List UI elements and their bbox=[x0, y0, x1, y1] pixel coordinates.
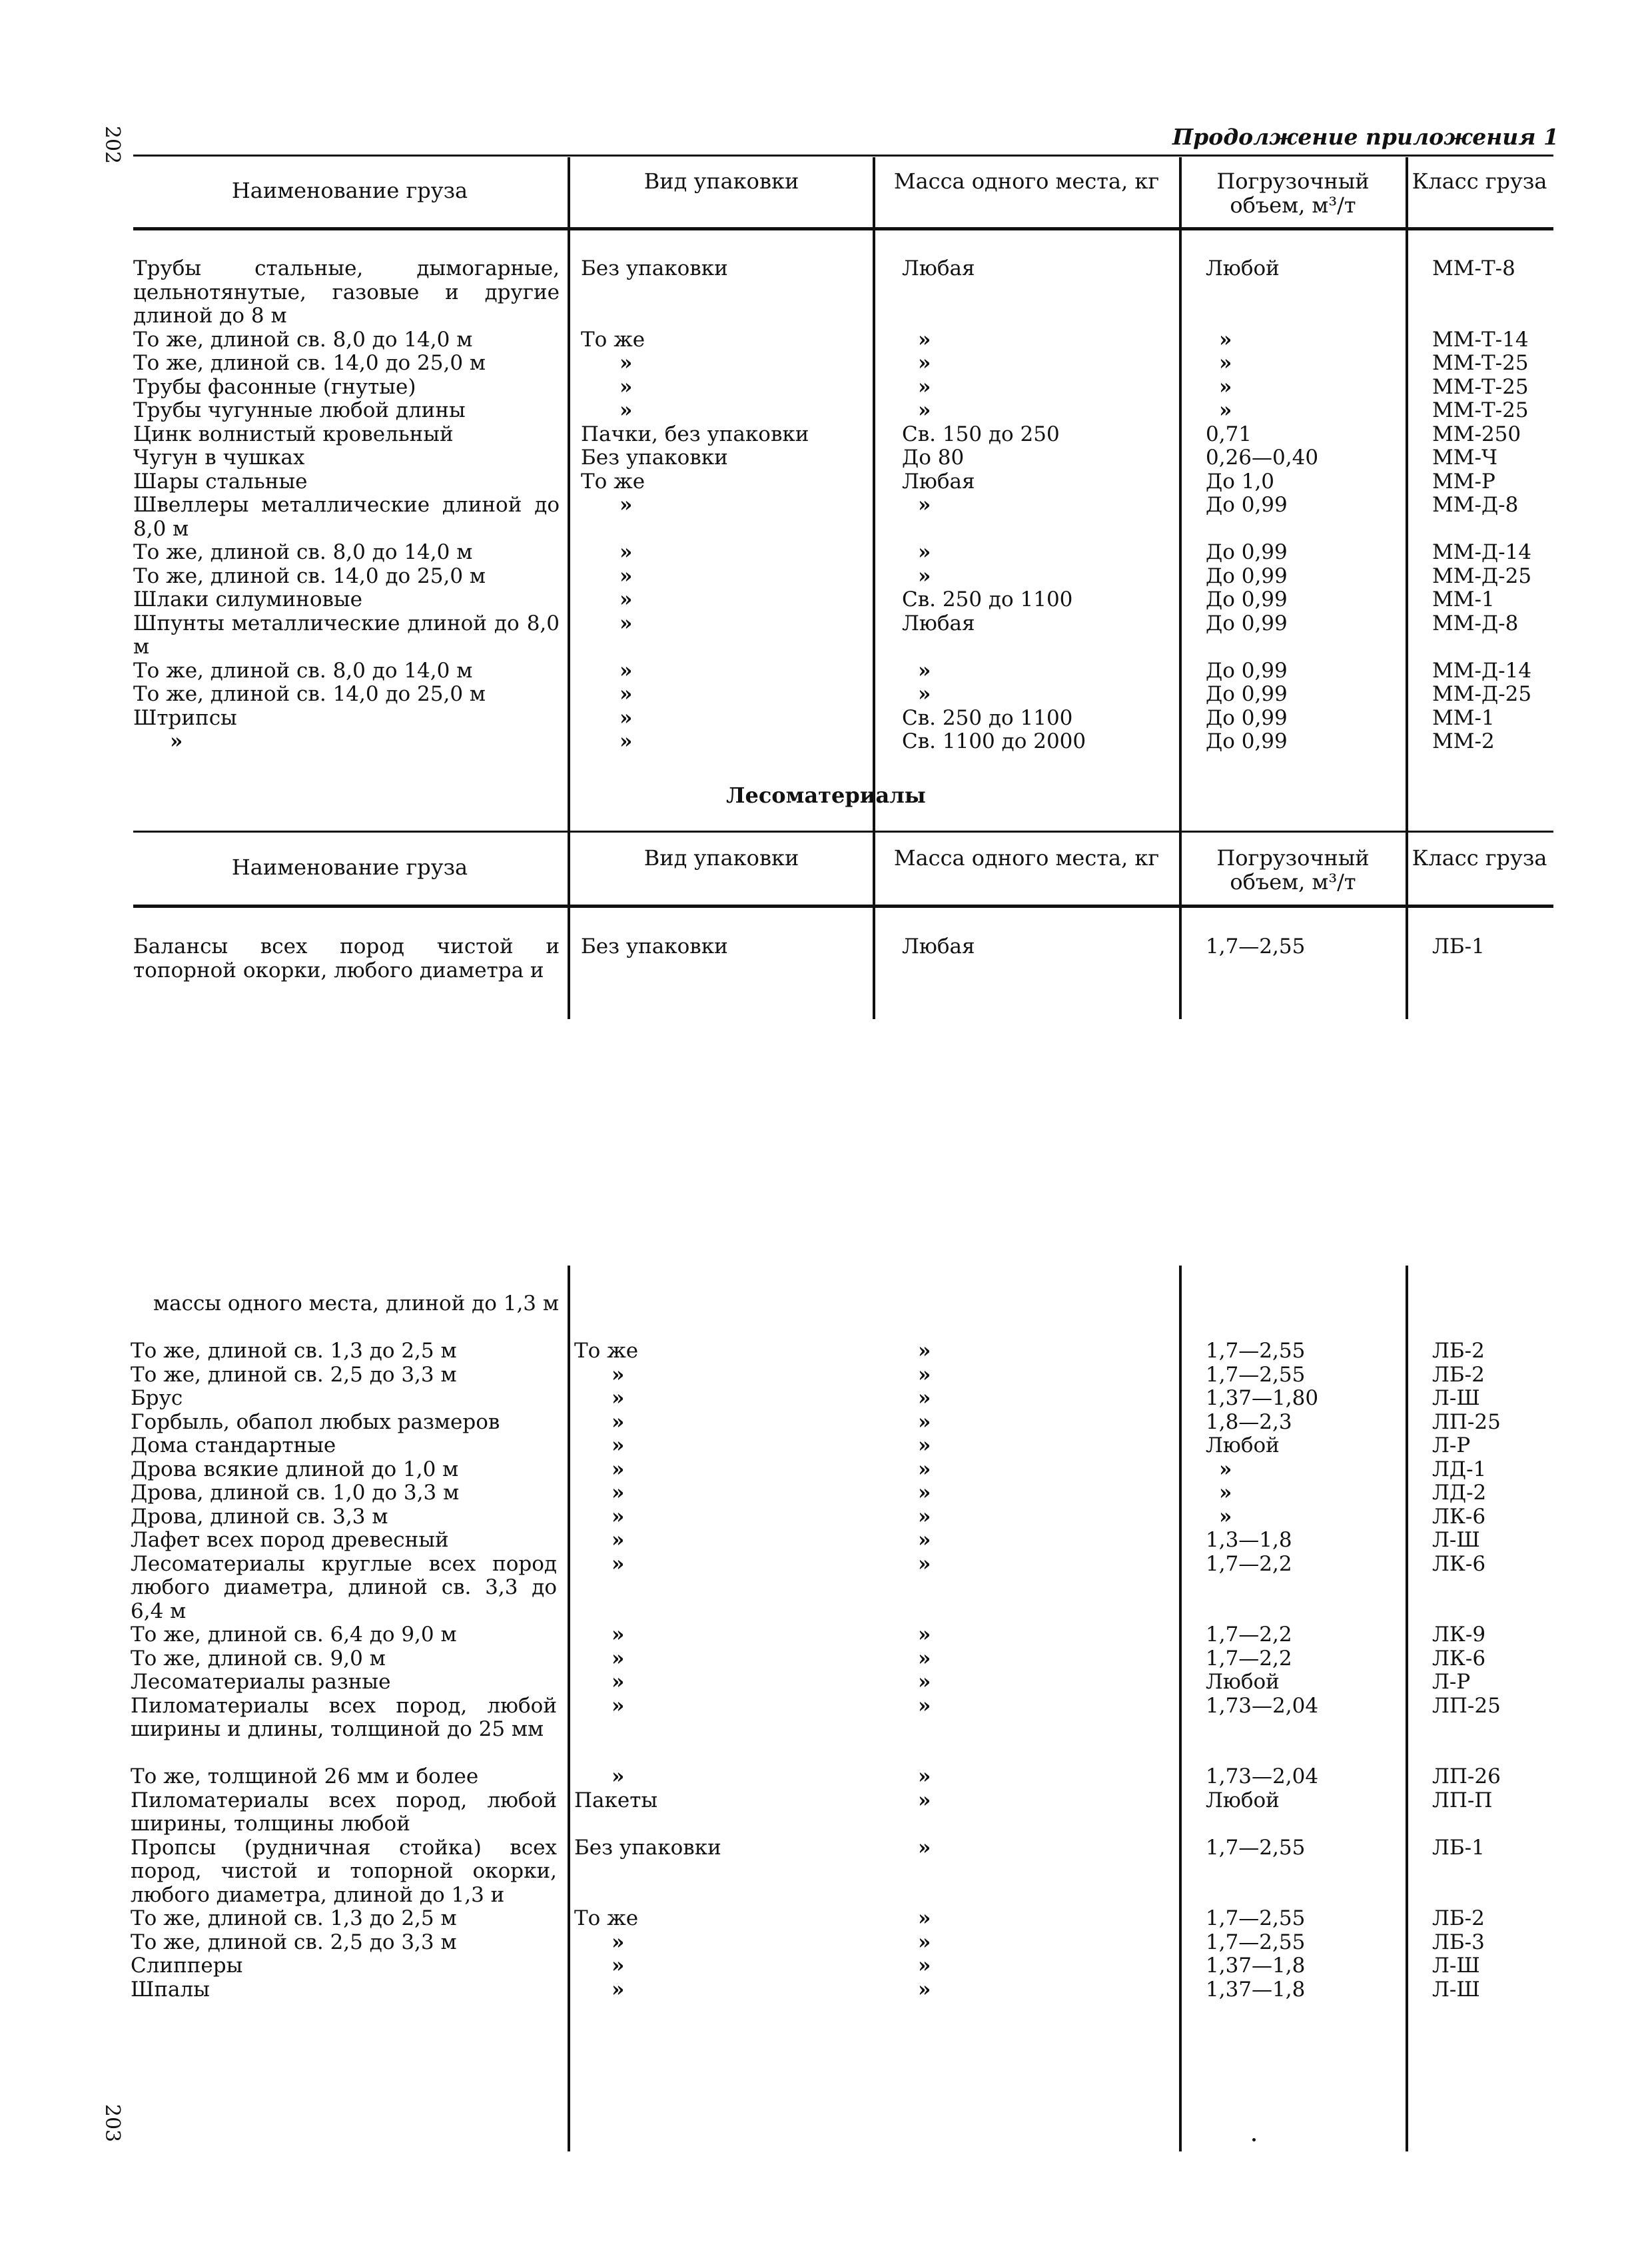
timber-row-package: » bbox=[612, 1386, 625, 1410]
timber-row-class: Л-Ш bbox=[1432, 1528, 1480, 1552]
timber-row-mass: Любая bbox=[902, 935, 975, 958]
timber-row-volume: 1,7—2,55 bbox=[1206, 1835, 1306, 1860]
metals-row-package: » bbox=[620, 682, 633, 706]
metals-row-name: » bbox=[170, 729, 183, 753]
header-name: Наименование груза bbox=[231, 855, 468, 880]
timber-row-volume: 1,7—2,55 bbox=[1206, 1339, 1306, 1363]
timber-row-mass: » bbox=[918, 1670, 931, 1694]
page-number-top: 202 bbox=[101, 125, 125, 165]
timber-row-name: То же, длиной св. 2,5 до 3,3 м bbox=[131, 1362, 457, 1387]
timber-row-mass: » bbox=[918, 1693, 931, 1718]
metals-row-package: » bbox=[620, 658, 633, 683]
metals-row-mass: Св. 150 до 250 bbox=[902, 422, 1060, 446]
metals-row-name: Трубы фасонные (гнутые) bbox=[133, 374, 416, 399]
metals-row-volume: » bbox=[1219, 351, 1232, 375]
timber-row-class: ЛБ-2 bbox=[1432, 1362, 1485, 1387]
metals-row-package: Без упаковки bbox=[581, 256, 728, 280]
header-mass: Масса одного места, кг bbox=[893, 169, 1160, 194]
metals-row-class: ММ-1 bbox=[1432, 705, 1495, 730]
timber-row-volume: 1,7—2,2 bbox=[1206, 1623, 1292, 1647]
metals-row-class: ММ-Д-14 bbox=[1432, 540, 1532, 564]
timber-row-name: То же, толщиной 26 мм и более bbox=[131, 1764, 479, 1788]
timber-row-mass: » bbox=[918, 1930, 931, 1954]
timber-row-volume: Любой bbox=[1206, 1788, 1280, 1812]
timber-row-package: » bbox=[612, 1433, 625, 1457]
timber-row-mass: » bbox=[918, 1362, 931, 1387]
timber-row-volume: 1,8—2,3 bbox=[1206, 1409, 1292, 1434]
timber-row-mass: » bbox=[918, 1835, 931, 1860]
metals-row-volume: Любой bbox=[1206, 256, 1280, 280]
timber-row-class: ЛК-9 bbox=[1432, 1623, 1486, 1647]
timber-row-package: Без упаковки bbox=[574, 1835, 721, 1860]
metals-row-volume: До 0,99 bbox=[1206, 682, 1288, 706]
metals-row-mass: » bbox=[918, 493, 931, 517]
metals-row-mass: Св. 250 до 1100 bbox=[902, 705, 1073, 730]
timber-row-class: ЛБ-2 bbox=[1432, 1339, 1485, 1363]
page-number-bottom: 203 bbox=[101, 2103, 125, 2143]
timber-row-class: ЛД-2 bbox=[1432, 1481, 1487, 1505]
metals-row-package: То же bbox=[581, 327, 645, 352]
timber-row-class: Л-Ш bbox=[1432, 1977, 1480, 2002]
metals-row-package: » bbox=[620, 611, 633, 635]
section-title-timber: Лесоматериалы bbox=[726, 783, 926, 808]
timber-row-package: » bbox=[612, 1930, 625, 1954]
timber-row-volume: 1,73—2,04 bbox=[1206, 1764, 1319, 1788]
timber-row-package: Без упаковки bbox=[581, 935, 728, 958]
timber-row-volume: 1,7—2,55 bbox=[1206, 935, 1306, 958]
metals-row-package: » bbox=[620, 564, 633, 588]
metals-row-name: Трубы стальные, дымогарные, цельнотянутые, газовые и другие длиной до 8 м bbox=[133, 256, 560, 328]
timber-row-volume: » bbox=[1219, 1504, 1232, 1529]
metals-row-mass: » bbox=[918, 540, 931, 564]
metals-row-package: » bbox=[620, 587, 633, 611]
timber-row-volume: 1,7—2,55 bbox=[1206, 1906, 1306, 1930]
continuation-label: Продолжение приложения 1 bbox=[1172, 124, 1559, 150]
metals-row-mass: » bbox=[918, 327, 931, 352]
metals-row-class: ММ-Д-8 bbox=[1432, 611, 1519, 635]
timber-row-volume: 1,7—2,2 bbox=[1206, 1551, 1292, 1576]
header-package: Вид упаковки bbox=[643, 845, 799, 871]
metals-row-name: То же, длиной св. 8,0 до 14,0 м bbox=[133, 658, 473, 683]
metals-row-name: То же, длиной св. 14,0 до 25,0 м bbox=[133, 351, 486, 375]
metals-row-class: ММ-Т-25 bbox=[1432, 351, 1529, 375]
header-class: Класс груза bbox=[1412, 845, 1547, 871]
metals-row-mass: Св. 1100 до 2000 bbox=[902, 729, 1086, 753]
timber-row-class: ЛД-1 bbox=[1432, 1457, 1487, 1481]
timber-row-class: ЛП-П bbox=[1432, 1788, 1493, 1812]
timber-row-class: ЛП-26 bbox=[1432, 1764, 1501, 1788]
timber-row-class: ЛП-25 bbox=[1432, 1693, 1501, 1718]
metals-row-volume: До 0,99 bbox=[1206, 729, 1288, 753]
timber-row-class: ЛП-25 bbox=[1432, 1409, 1501, 1434]
timber-row-name: Пиломатериалы всех пород, любой ширины, толщины любой bbox=[131, 1788, 557, 1836]
timber-row-mass: » bbox=[918, 1528, 931, 1552]
metals-row-class: ММ-Р bbox=[1432, 469, 1495, 494]
timber-row-package: » bbox=[612, 1954, 625, 1978]
header-volume: Погрузочный объем, м³/т bbox=[1216, 845, 1370, 895]
metals-row-name: Шары стальные bbox=[133, 469, 308, 494]
timber-row-package: » bbox=[612, 1646, 625, 1671]
metals-row-mass: » bbox=[918, 658, 931, 683]
metals-row-class: ММ-Ч bbox=[1432, 446, 1497, 470]
header-volume: Погрузочный объем, м³/т bbox=[1216, 169, 1370, 218]
metals-row-mass: » bbox=[918, 398, 931, 422]
metals-row-volume: » bbox=[1219, 398, 1232, 422]
timber-row-volume: 1,7—2,55 bbox=[1206, 1362, 1306, 1387]
timber-row-mass: » bbox=[918, 1339, 931, 1363]
timber-row-volume: 1,37—1,8 bbox=[1206, 1977, 1306, 2002]
timber-row-mass: » bbox=[918, 1504, 931, 1529]
timber-row-mass: » bbox=[918, 1457, 931, 1481]
metals-row-name: Швеллеры металлические длиной до 8,0 м bbox=[133, 493, 560, 541]
timber-row-name: Балансы всех пород чистой и топорной окорки, любого диаметра и bbox=[133, 935, 560, 982]
metals-row-class: ММ-Т-14 bbox=[1432, 327, 1529, 352]
timber-row-class: ЛБ-1 bbox=[1432, 1835, 1485, 1860]
metals-row-package: » bbox=[620, 398, 633, 422]
metals-row-mass: Любая bbox=[902, 256, 975, 280]
metals-row-volume: До 0,99 bbox=[1206, 564, 1288, 588]
metals-row-class: ММ-Д-25 bbox=[1432, 682, 1532, 706]
timber-row-package: » bbox=[612, 1764, 625, 1788]
metals-row-class: ММ-Т-8 bbox=[1432, 256, 1515, 280]
timber-row-name: Пиломатериалы всех пород, любой ширины и длины, толщиной до 25 мм bbox=[131, 1693, 557, 1741]
metals-row-volume: До 0,99 bbox=[1206, 705, 1288, 730]
timber-row-class: Л-Ш bbox=[1432, 1386, 1480, 1410]
metals-row-package: » bbox=[620, 705, 633, 730]
metals-row-class: ММ-Д-14 bbox=[1432, 658, 1532, 683]
timber-row-name: Дрова, длиной св. 1,0 до 3,3 м bbox=[131, 1481, 460, 1505]
timber-row-name: То же, длиной св. 1,3 до 2,5 м bbox=[131, 1906, 457, 1930]
timber-row-name: Горбыль, обапол любых размеров bbox=[131, 1409, 500, 1434]
timber-row-class: ЛБ-3 bbox=[1432, 1930, 1485, 1954]
metals-row-mass: Любая bbox=[902, 469, 975, 494]
timber-row-name: То же, длиной св. 1,3 до 2,5 м bbox=[131, 1339, 457, 1363]
metals-row-volume: До 0,99 bbox=[1206, 493, 1288, 517]
timber-row-mass: » bbox=[918, 1954, 931, 1978]
metals-row-name: Цинк волнистый кровельный bbox=[133, 422, 454, 446]
timber-row-mass: » bbox=[918, 1551, 931, 1576]
metals-row-name: Чугун в чушках bbox=[133, 446, 305, 470]
metals-row-name: То же, длиной св. 8,0 до 14,0 м bbox=[133, 327, 473, 352]
metals-row-volume: До 0,99 bbox=[1206, 540, 1288, 564]
metals-row-volume: До 0,99 bbox=[1206, 587, 1288, 611]
timber-row-name: Лесоматериалы круглые всех пород любого диаметра, длиной св. 3,3 до 6,4 м bbox=[131, 1551, 557, 1623]
timber-row-name: То же, длиной св. 2,5 до 3,3 м bbox=[131, 1930, 457, 1954]
header-package: Вид упаковки bbox=[643, 169, 799, 194]
metals-row-volume: До 0,99 bbox=[1206, 658, 1288, 683]
metals-row-name: То же, длиной св. 14,0 до 25,0 м bbox=[133, 682, 486, 706]
metals-row-class: ММ-Д-25 bbox=[1432, 564, 1532, 588]
timber-row-name: Дома стандартные bbox=[131, 1433, 336, 1457]
metals-row-name: Шпунты металлические длиной до 8,0 м bbox=[133, 611, 560, 659]
timber-row-mass: » bbox=[918, 1788, 931, 1812]
metals-row-package: » bbox=[620, 493, 633, 517]
timber-row-volume: » bbox=[1219, 1457, 1232, 1481]
timber-row-package: То же bbox=[574, 1339, 639, 1363]
timber-row-class: ЛК-6 bbox=[1432, 1551, 1486, 1576]
timber-row-volume: 1,7—2,2 bbox=[1206, 1646, 1292, 1671]
metals-row-name: Шлаки силуминовые bbox=[133, 587, 362, 611]
timber-row-name: Шпалы bbox=[131, 1977, 210, 2002]
timber-row-package: » bbox=[612, 1670, 625, 1694]
metals-row-package: » bbox=[620, 374, 633, 399]
header-mass: Масса одного места, кг bbox=[893, 845, 1160, 871]
metals-row-volume: » bbox=[1219, 374, 1232, 399]
timber-row-class: ЛБ-1 bbox=[1432, 935, 1485, 958]
timber-row-volume: Любой bbox=[1206, 1433, 1280, 1457]
timber-row-name: То же, длиной св. 6,4 до 9,0 м bbox=[131, 1623, 457, 1647]
timber-row-mass: » bbox=[918, 1764, 931, 1788]
timber-row-name: Дрова, длиной св. 3,3 м bbox=[131, 1504, 388, 1529]
timber-row-mass: » bbox=[918, 1481, 931, 1505]
metals-row-mass: До 80 bbox=[902, 446, 965, 470]
timber-row-mass: » bbox=[918, 1906, 931, 1930]
timber-row-package: » bbox=[612, 1457, 625, 1481]
timber-row-volume: 1,7—2,55 bbox=[1206, 1930, 1306, 1954]
timber-row-mass: » bbox=[918, 1386, 931, 1410]
timber-row-volume: » bbox=[1219, 1481, 1232, 1505]
metals-row-package: То же bbox=[581, 469, 645, 494]
timber-row-volume: 1,73—2,04 bbox=[1206, 1693, 1319, 1718]
metals-row-mass: » bbox=[918, 682, 931, 706]
header-class: Класс груза bbox=[1412, 169, 1547, 194]
timber-row-class: Л-Р bbox=[1432, 1433, 1471, 1457]
metals-row-name: Трубы чугунные любой длины bbox=[133, 398, 466, 422]
timber-row-class: Л-Ш bbox=[1432, 1954, 1480, 1978]
metals-row-class: ММ-2 bbox=[1432, 729, 1495, 753]
timber-row-package: » bbox=[612, 1362, 625, 1387]
metals-row-name: Штрипсы bbox=[133, 705, 237, 730]
metals-row-package: Без упаковки bbox=[581, 446, 728, 470]
metals-row-class: ММ-Д-8 bbox=[1432, 493, 1519, 517]
timber-row-name: Слипперы bbox=[131, 1954, 243, 1978]
metals-row-volume: До 0,99 bbox=[1206, 611, 1288, 635]
timber-row-package: » bbox=[612, 1977, 625, 2002]
timber-row-package: » bbox=[612, 1693, 625, 1718]
timber-row-volume: 1,37—1,80 bbox=[1206, 1386, 1319, 1410]
metals-row-package: » bbox=[620, 729, 633, 753]
timber-row-volume: Любой bbox=[1206, 1670, 1280, 1694]
timber-row-package: » bbox=[612, 1504, 625, 1529]
metals-row-class: ММ-1 bbox=[1432, 587, 1495, 611]
metals-row-volume: » bbox=[1219, 327, 1232, 352]
metals-row-name: То же, длиной св. 14,0 до 25,0 м bbox=[133, 564, 486, 588]
metals-row-mass: Любая bbox=[902, 611, 975, 635]
metals-row-class: ММ-Т-25 bbox=[1432, 398, 1529, 422]
timber-row-name: То же, длиной св. 9,0 м bbox=[131, 1646, 386, 1671]
timber-row-mass: » bbox=[918, 1433, 931, 1457]
metals-row-class: ММ-250 bbox=[1432, 422, 1521, 446]
metals-row-mass: » bbox=[918, 564, 931, 588]
ink-dot bbox=[1252, 2138, 1256, 2141]
metals-row-package: Пачки, без упаковки bbox=[581, 422, 809, 446]
timber-row-name: Пропсы (рудничная стойка) всех пород, чистой и топорной окорки, любого диаметра, длиной до 1,3 и bbox=[131, 1835, 557, 1907]
timber-row-mass: » bbox=[918, 1646, 931, 1671]
timber-row-name: Лесоматериалы разные bbox=[131, 1670, 391, 1694]
timber-row-volume: 1,37—1,8 bbox=[1206, 1954, 1306, 1978]
timber-row-class: ЛК-6 bbox=[1432, 1646, 1486, 1671]
timber-row-name: Дрова всякие длиной до 1,0 м bbox=[131, 1457, 459, 1481]
timber-row-package: То же bbox=[574, 1906, 639, 1930]
timber-row-mass: » bbox=[918, 1409, 931, 1434]
timber-row-class: Л-Р bbox=[1432, 1670, 1471, 1694]
metals-row-mass: Св. 250 до 1100 bbox=[902, 587, 1073, 611]
metals-row-volume: До 1,0 bbox=[1206, 469, 1275, 494]
metals-row-name: То же, длиной св. 8,0 до 14,0 м bbox=[133, 540, 473, 564]
metals-row-mass: » bbox=[918, 351, 931, 375]
timber-row-volume: 1,3—1,8 bbox=[1206, 1528, 1292, 1552]
metals-row-package: » bbox=[620, 351, 633, 375]
timber-row-name: Брус bbox=[131, 1386, 183, 1410]
timber-row-package: Пакеты bbox=[574, 1788, 658, 1812]
timber-row-package: » bbox=[612, 1481, 625, 1505]
metals-row-mass: » bbox=[918, 374, 931, 399]
timber-row-package: » bbox=[612, 1409, 625, 1434]
timber-row-package: » bbox=[612, 1528, 625, 1552]
metals-row-volume: 0,71 bbox=[1206, 422, 1252, 446]
metals-row-class: ММ-Т-25 bbox=[1432, 374, 1529, 399]
timber-continued-name: массы одного места, длиной до 1,3 м bbox=[153, 1292, 559, 1316]
header-name: Наименование груза bbox=[231, 178, 468, 203]
metals-row-package: » bbox=[620, 540, 633, 564]
timber-row-class: ЛК-6 bbox=[1432, 1504, 1486, 1529]
timber-row-mass: » bbox=[918, 1977, 931, 2002]
timber-row-package: » bbox=[612, 1551, 625, 1576]
timber-row-name: Лафет всех пород древесный bbox=[131, 1528, 449, 1552]
timber-row-package: » bbox=[612, 1623, 625, 1647]
metals-row-volume: 0,26—0,40 bbox=[1206, 446, 1319, 470]
timber-row-class: ЛБ-2 bbox=[1432, 1906, 1485, 1930]
timber-row-mass: » bbox=[918, 1623, 931, 1647]
